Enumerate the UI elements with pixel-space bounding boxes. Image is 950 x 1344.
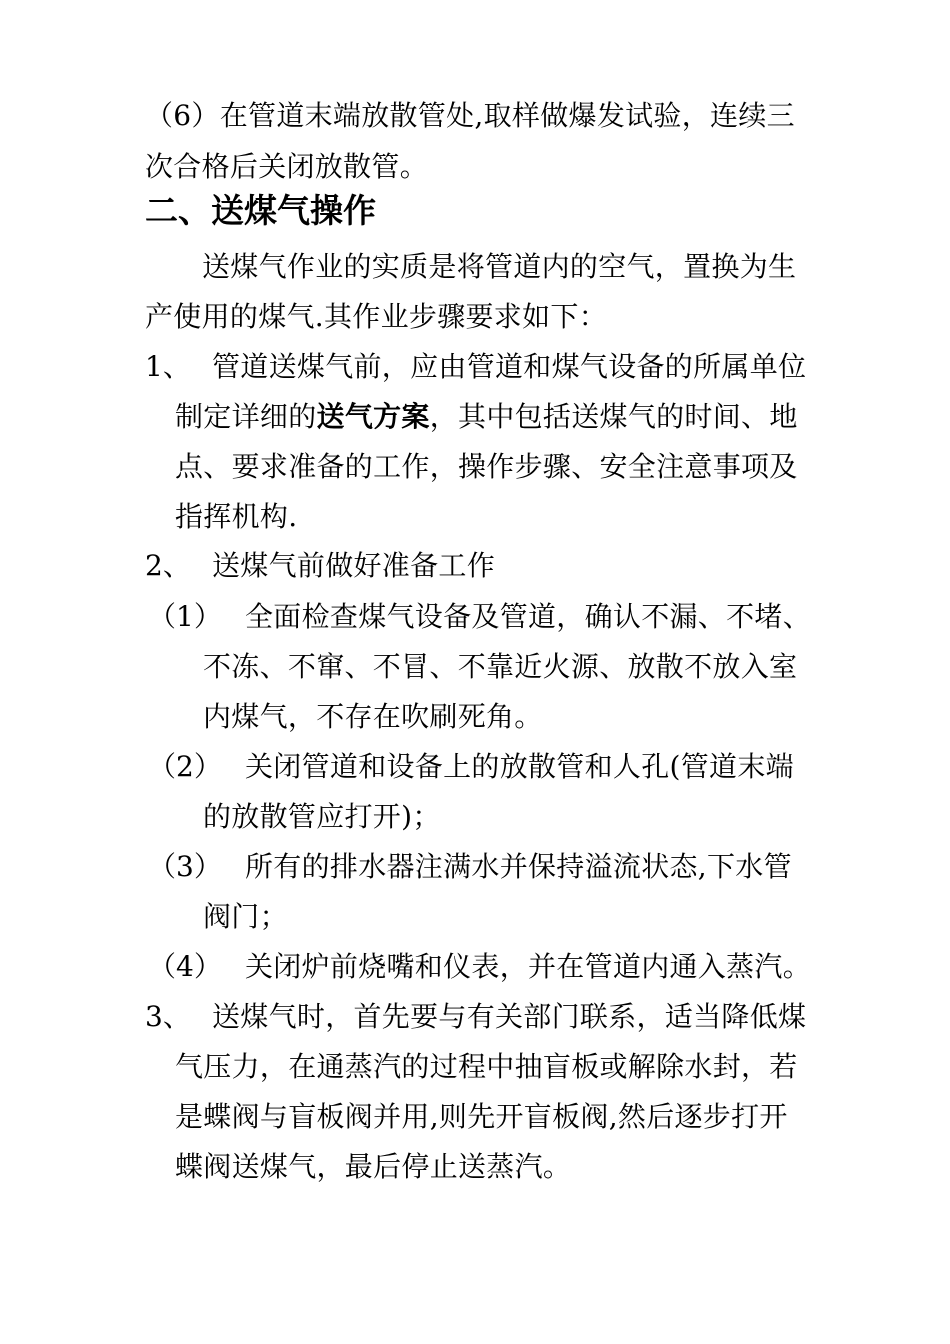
sub-3-line-1: 所有的排水器注满水并保持溢流状态,下水管: [245, 850, 792, 883]
sub-3-line-2: 阀门；: [203, 900, 288, 933]
item-2-number: 2、: [145, 549, 191, 582]
item-3-line-2: 气压力，在通蒸汽的过程中抽盲板或解除水封，若: [175, 1050, 798, 1083]
sub-1-line-3: 内煤气，不存在吹刷死角。: [203, 700, 543, 733]
item-1-line-2-post: ，其中包括送煤气的时间、地: [429, 400, 798, 433]
intro-line-1: （6）在管道末端放散管处,取样做爆发试验，连续三: [145, 99, 795, 132]
paragraph-line-1: 送煤气作业的实质是将管道内的空气，置换为生: [202, 250, 797, 283]
item-2-text: 送煤气前做好准备工作: [212, 549, 496, 582]
sub-2-line-1: 关闭管道和设备上的放散管和人孔(管道末端: [245, 750, 794, 783]
intro-line-2: 次合格后关闭放散管。: [145, 150, 429, 183]
item-1-line-3: 点、要求准备的工作，操作步骤、安全注意事项及: [175, 450, 798, 483]
item-1-line-2: [175, 400, 798, 434]
item-3-line-1: 送煤气时，首先要与有关部门联系，适当降低煤: [212, 1000, 807, 1033]
sub-1-number: （1）: [148, 600, 222, 633]
item-1-number: 1、: [145, 350, 191, 383]
sub-4-number: （4）: [148, 950, 222, 983]
item-3-number: 3、: [145, 1000, 191, 1033]
item-1-line-1: 管道送煤气前，应由管道和煤气设备的所属单位: [212, 350, 807, 383]
item-3-line-4: 蝶阀送煤气，最后停止送蒸汽。: [175, 1150, 572, 1183]
item-3-line-3: 是蝶阀与盲板阀并用,则先开盲板阀,然后逐步打开: [175, 1100, 788, 1133]
item-1-line-4: 指挥机构.: [175, 500, 298, 533]
sub-2-line-2: 的放散管应打开)；: [203, 800, 441, 833]
paragraph-line-2: 产使用的煤气.其作业步骤要求如下：: [145, 300, 608, 333]
sub-1-line-1: 全面检查煤气设备及管道，确认不漏、不堵、: [245, 600, 812, 633]
sub-3-number: （3）: [148, 850, 222, 883]
plan-emphasis: 送气方案: [316, 400, 430, 433]
section-heading: 二、送煤气操作: [145, 191, 376, 230]
sub-4-line-1: 关闭炉前烧嘴和仪表，并在管道内通入蒸汽。: [245, 950, 812, 983]
sub-2-number: （2）: [148, 750, 222, 783]
sub-1-line-2: 不冻、不窜、不冒、不靠近火源、放散不放入室: [203, 650, 798, 683]
item-1-line-2-pre: 制定详细的: [175, 400, 317, 433]
